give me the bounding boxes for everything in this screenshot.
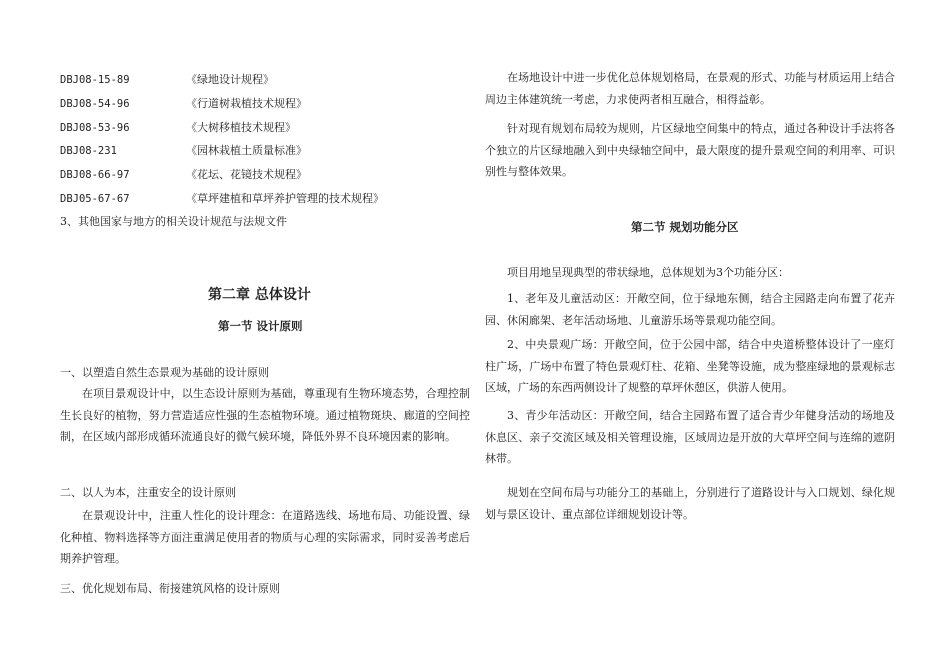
other-docs-line: 3、其他国家与地方的相关设计规范与法规文件 <box>60 215 287 228</box>
principle-heading: 一、以塑造自然生态景观为基础的设计原则 <box>60 366 269 379</box>
standard-code: DBJ08-66-97 <box>60 169 130 181</box>
section-title: 第二节 规划功能分区 <box>631 220 739 234</box>
right-paragraph: 规划在空间布局与功能分工的基础上，分别进行了道路设计与入口规划、绿化规划与景区设计、重点部位详细规划设计等。 <box>485 486 895 521</box>
standard-name: 《花坛、花镜技术规程》 <box>186 168 307 181</box>
principle-heading: 三、优化规划布局、衔接建筑风格的设计原则 <box>60 582 280 595</box>
chapter-title: 第二章 总体设计 <box>208 287 311 303</box>
principle-heading: 二、以人为本，注重安全的设计原则 <box>60 486 236 499</box>
section-title: 第一节 设计原则 <box>218 319 303 333</box>
standard-code: DBJ08-15-89 <box>60 74 130 86</box>
standard-name: 《大树移植技术规程》 <box>186 121 296 134</box>
standard-name: 《园林栽植土质量标准》 <box>186 144 307 157</box>
standard-name: 《行道树栽植技术规程》 <box>186 97 307 110</box>
standard-name: 《绿地设计规程》 <box>186 73 274 86</box>
principle-body: 在景观设计中，注重人性化的设计理念：在道路选线、场地布局、功能设置、绿化种植、物料选择等方面注重满足使用者的物质与心理的实际需求，同时妥善考虑后期养护管理。 <box>60 509 470 566</box>
standard-code: DBJ08-231 <box>60 145 117 157</box>
standard-code: DBJ08-53-96 <box>60 122 130 134</box>
standard-code: DBJ08-54-96 <box>60 98 130 110</box>
principle-body: 在项目景观设计中，以生态设计原则为基础，尊重现有生物环境态势，合理控制生长良好的植物，努力营造适应性强的生态植物环境。通过植物斑块、廊道的空间控制，在区域内部形成循环流通良好的微气候环境，降低外界不良环境因素的影响。 <box>60 387 470 444</box>
right-paragraph: 在场地设计中进一步优化总体规划格局，在景观的形式、功能与材质运用上结合周边主体建筑统一考虑，力求使两者相互融合，相得益彰。 <box>485 71 895 106</box>
right-paragraph: 3、青少年活动区：开敞空间，结合主园路布置了适合青少年健身活动的场地及休息区、亲子交流区域及相关管理设施，区域周边是开放的大草坪空间与连绵的遮阴林带。 <box>485 409 895 466</box>
right-paragraph: 针对现有规划布局较为规则，片区绿地空间集中的特点，通过各种设计手法将各个独立的片区绿地融入到中央绿轴空间中，最大限度的提升景观空间的利用率、可识别性与整体效果。 <box>485 122 895 179</box>
standard-name: 《草坪建植和草坪养护管理的技术规程》 <box>186 192 384 205</box>
right-paragraph: 2、中央景观广场：开敞空间，位于公园中部，结合中央道桥整体设计了一座灯柱广场，广场中布置了特色景观灯柱、花箱、坐凳等设施，成为整座绿地的景观标志区域，广场的东西两侧设计了规整的草坪休憩区，供游人使用。 <box>485 338 895 395</box>
right-paragraph: 项目用地呈现典型的带状绿地，总体规划为3个功能分区： <box>507 266 789 279</box>
right-paragraph: 1、老年及儿童活动区：开敞空间，位于绿地东侧，结合主园路走向布置了花卉园、休闲廊架、老年活动场地、儿童游乐场等景观功能空间。 <box>485 292 895 327</box>
standard-code: DBJ05-67-67 <box>60 193 130 205</box>
